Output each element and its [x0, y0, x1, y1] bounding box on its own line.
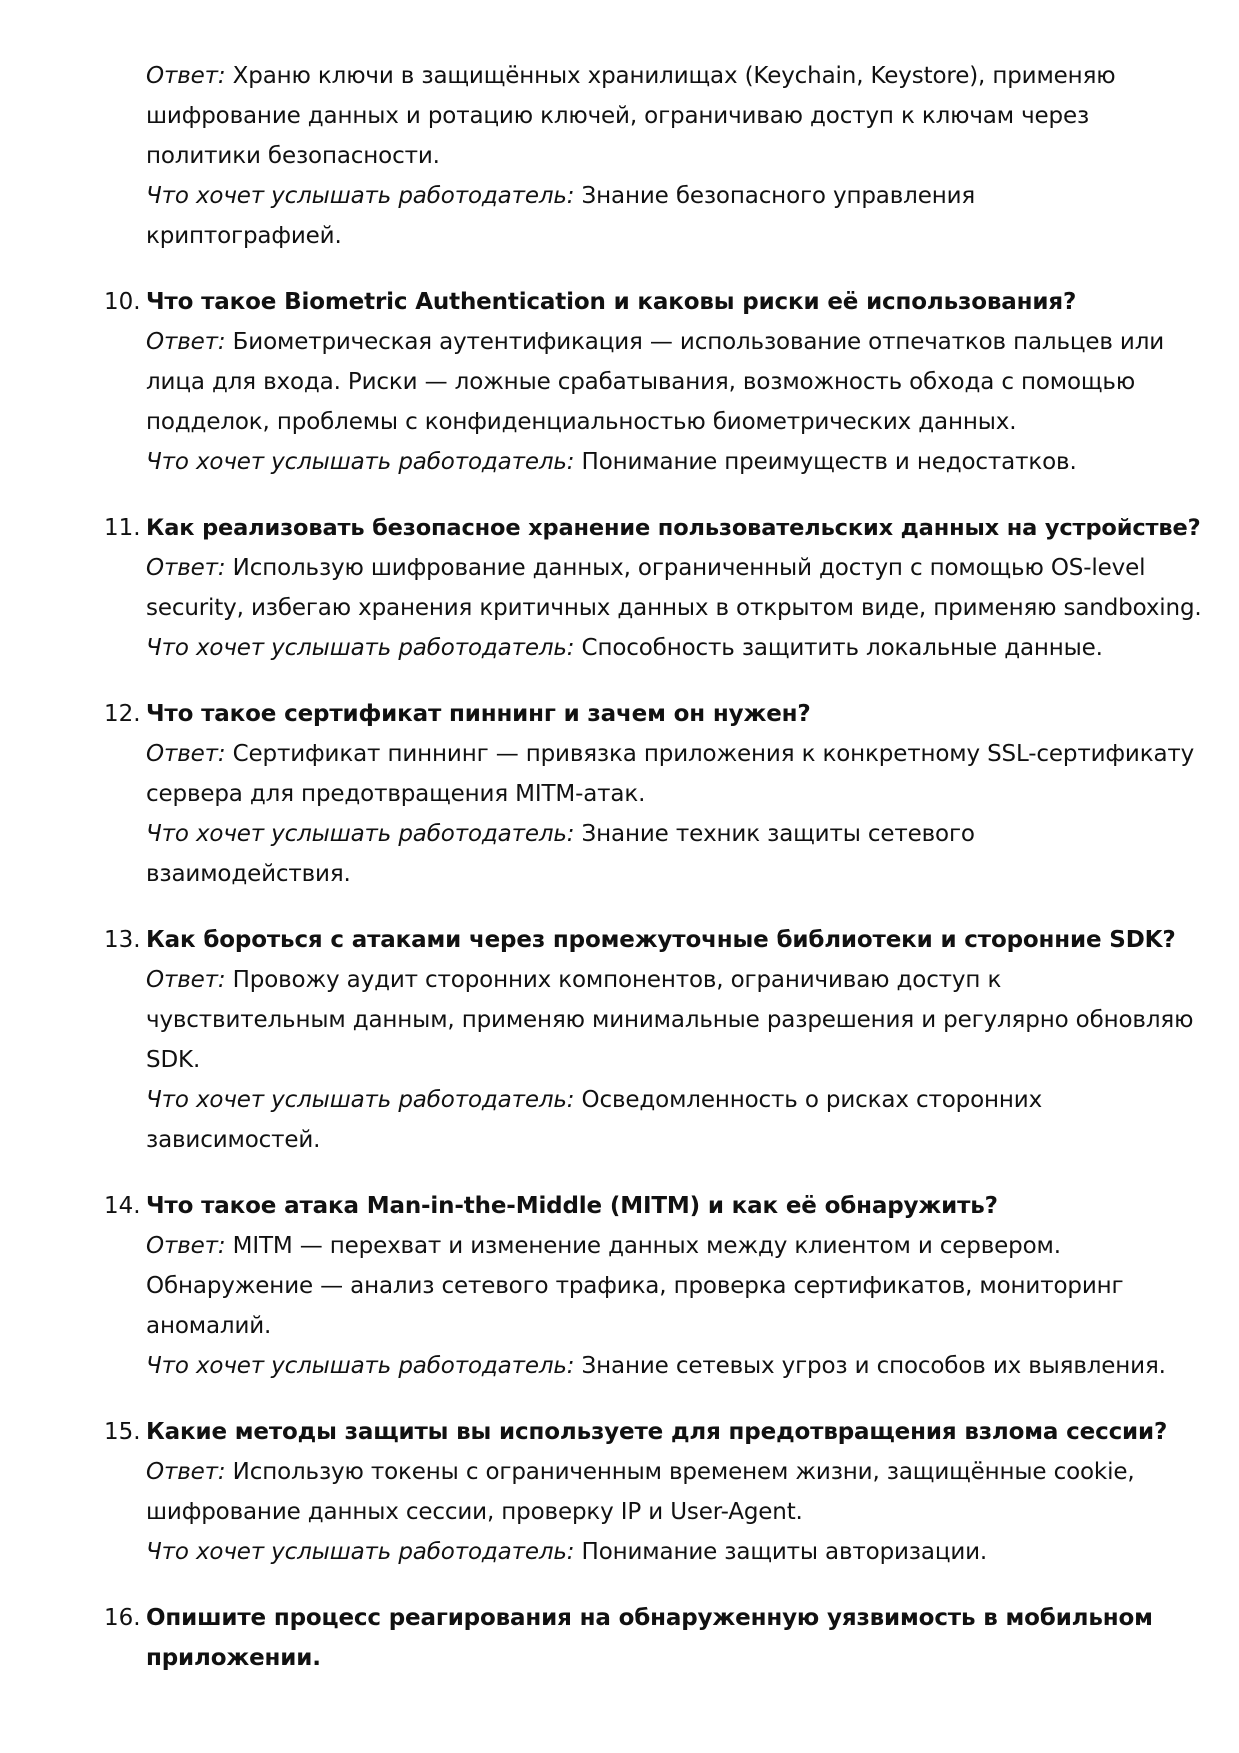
answer-line: лица для входа. Риски — ложные срабатывания, возможность обхода с помощью	[146, 369, 1136, 395]
question-line: Опишите процесс реагирования на обнаруженную уязвимость в мобильном	[146, 1605, 1153, 1631]
wants-line: зависимостей.	[146, 1127, 321, 1153]
answer-line: шифрование данных сессии, проверку IP и User-Agent.	[146, 1499, 803, 1525]
answer-line: Обнаружение — анализ сетевого трафика, проверка сертификатов, мониторинг	[146, 1273, 1124, 1299]
answer-label: Ответ:	[146, 329, 226, 355]
answer-line: SDK.	[146, 1047, 201, 1073]
question-line: Что такое Biometric Authentication и каковы риски её использования?	[146, 289, 1077, 315]
answer-line: аномалий.	[146, 1313, 272, 1339]
item-number: 13.	[104, 927, 141, 953]
answer-line: Ответ: Провожу аудит сторонних компонентов, ограничиваю доступ к	[146, 967, 1002, 993]
wants-line: взаимодействия.	[146, 861, 351, 887]
wants-label: Что хочет услышать работодатель:	[146, 821, 575, 847]
wants-line: Что хочет услышать работодатель: Знание безопасного управления	[146, 183, 976, 209]
qa-item-14	[104, 1186, 1166, 1386]
wants-label: Что хочет услышать работодатель:	[146, 449, 575, 475]
answer-label: Ответ:	[146, 1459, 226, 1485]
wants-label: Что хочет услышать работодатель:	[146, 1353, 575, 1379]
wants-label: Что хочет услышать работодатель:	[146, 1087, 575, 1113]
question-line: Как бороться с атаками через промежуточные библиотеки и сторонние SDK?	[146, 927, 1176, 953]
question-line: Что такое сертификат пиннинг и зачем он нужен?	[146, 701, 811, 727]
wants-line: криптографией.	[146, 223, 342, 249]
question-line: приложении.	[146, 1645, 321, 1671]
item-number: 16.	[104, 1605, 141, 1631]
answer-line: шифрование данных и ротацию ключей, ограничиваю доступ к ключам через	[146, 103, 1090, 129]
answer-label: Ответ:	[146, 63, 226, 89]
qa-item-12	[104, 694, 1195, 894]
qa-item-continued	[146, 56, 1156, 256]
item-number: 15.	[104, 1419, 141, 1445]
answer-line: Ответ: Использую шифрование данных, ограниченный доступ с помощью OS-level	[146, 555, 1146, 581]
qa-item-15	[104, 1412, 1168, 1572]
answer-label: Ответ:	[146, 555, 226, 581]
qa-item-16	[104, 1598, 1156, 1678]
item-number: 14.	[104, 1193, 141, 1219]
item-number: 12.	[104, 701, 141, 727]
wants-line: Что хочет услышать работодатель: Осведомленность о рисках сторонних	[146, 1087, 1043, 1113]
answer-label: Ответ:	[146, 741, 226, 767]
answer-label: Ответ:	[146, 967, 226, 993]
item-number: 11.	[104, 515, 141, 541]
answer-line: Ответ: Использую токены с ограниченным временем жизни, защищённые cookie,	[146, 1459, 1135, 1485]
question-line: Что такое атака Man-in-the-Middle (MITM) и как её обнаружить?	[146, 1193, 998, 1219]
qa-item-10	[104, 282, 1165, 482]
wants-line: Что хочет услышать работодатель: Знание сетевых угроз и способов их выявления.	[146, 1353, 1166, 1379]
answer-line: подделок, проблемы с конфиденциальностью биометрических данных.	[146, 409, 1017, 435]
answer-line: security, избегаю хранения критичных данных в открытом виде, применяю sandboxing.	[146, 595, 1202, 621]
wants-line: Что хочет услышать работодатель: Понимание защиты авторизации.	[146, 1539, 988, 1565]
question-line: Какие методы защиты вы используете для предотвращения взлома сессии?	[146, 1419, 1168, 1445]
qa-item-11	[104, 508, 1202, 668]
wants-line: Что хочет услышать работодатель: Понимание преимуществ и недостатков.	[146, 449, 1077, 475]
qa-item-13	[104, 920, 1194, 1160]
answer-label: Ответ:	[146, 1233, 226, 1259]
item-number: 10.	[104, 289, 141, 315]
answer-line: Ответ: Храню ключи в защищённых хранилищах (Keychain, Keystore), применяю	[146, 63, 1116, 89]
answer-line: Ответ: Биометрическая аутентификация — использование отпечатков пальцев или	[146, 329, 1165, 355]
answer-line: сервера для предотвращения MITM-атак.	[146, 781, 646, 807]
answer-line: политики безопасности.	[146, 143, 440, 169]
answer-line: чувствительным данным, применяю минимальные разрешения и регулярно обновляю	[146, 1007, 1194, 1033]
question-line: Как реализовать безопасное хранение пользовательских данных на устройстве?	[146, 515, 1201, 541]
wants-label: Что хочет услышать работодатель:	[146, 635, 575, 661]
wants-label: Что хочет услышать работодатель:	[146, 183, 575, 209]
answer-line: Ответ: MITM — перехват и изменение данных между клиентом и сервером.	[146, 1233, 1061, 1259]
answer-line: Ответ: Сертификат пиннинг — привязка приложения к конкретному SSL-сертификату	[146, 741, 1195, 767]
wants-line: Что хочет услышать работодатель: Знание техник защиты сетевого	[146, 821, 975, 847]
wants-line: Что хочет услышать работодатель: Способность защитить локальные данные.	[146, 635, 1103, 661]
wants-label: Что хочет услышать работодатель:	[146, 1539, 575, 1565]
